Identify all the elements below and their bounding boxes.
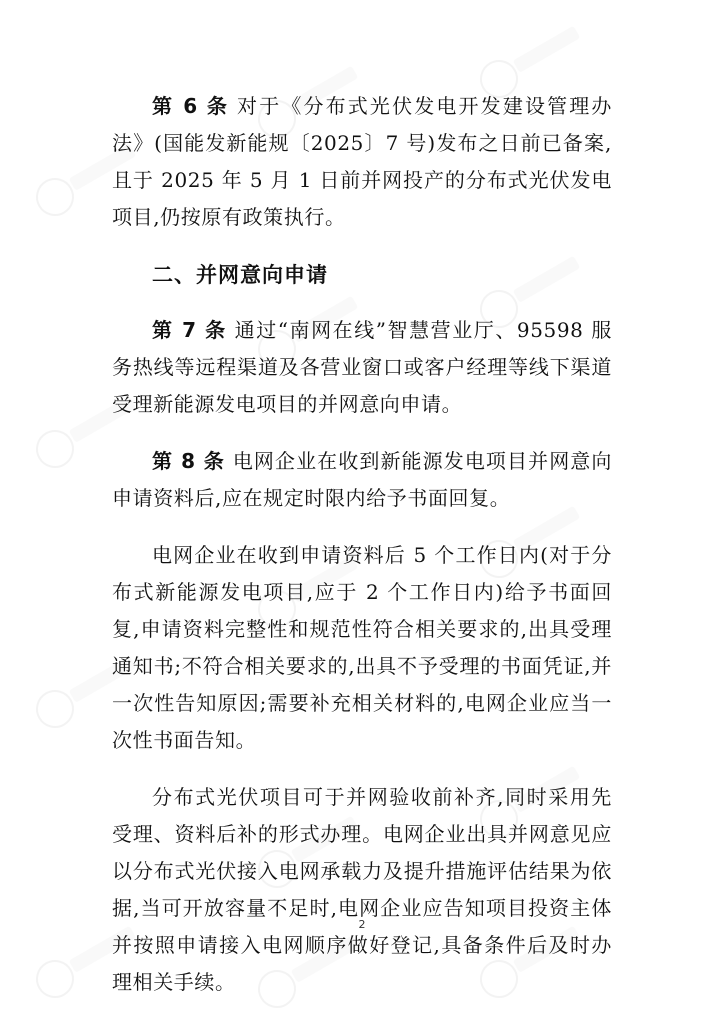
article-8-label: 第 8 条	[152, 449, 225, 473]
article-7-label: 第 7 条	[152, 318, 227, 342]
section-title: 二、并网意向申请	[152, 263, 328, 287]
page-number: 2	[358, 918, 366, 931]
document-body	[112, 88, 612, 1021]
article-7-text: 通过“南网在线”智慧营业厅、95598 服务热线等远程渠道及各营业窗口或客户经理等线下渠道受理新能源发电项目的并网意向申请。	[112, 318, 613, 416]
article-6-paragraph	[112, 88, 612, 236]
article-8-paragraph	[112, 443, 612, 517]
article-6-label: 第 6 条	[152, 94, 230, 118]
watermark-stamp-icon	[29, 423, 81, 475]
reply-paragraph: 电网企业在收到申请资料后 5 个工作日内(对于分布式新能源发电项目,应于 2 个工作日内)给予书面回复,申请资料完整性和规范性符合相关要求的,出具受理通知书;不符合相关要求的,出具不予受理的书面凭证,并一次性告知原因;需要补充相关材料的,电网企业应当一次性书面告知。	[112, 543, 612, 752]
watermark-stamp-icon	[29, 171, 81, 223]
watermark-stamp-icon	[29, 683, 81, 735]
article-7-paragraph	[112, 312, 612, 423]
watermark-stamp-icon	[29, 953, 81, 1005]
article-8-text: 电网企业在收到新能源发电项目并网意向申请资料后,应在规定时限内给予书面回复。	[112, 449, 612, 510]
pv-paragraph: 分布式光伏项目可于并网验收前补齐,同时采用先受理、资料后补的形式办理。电网企业出具并网意见应以分布式光伏接入电网承载力及提升措施评估结果为依据,当可开放容量不足时,电网企业应告知项目投资主体并按照申请接入电网顺序做好登记,具备条件后及时办理相关手续。	[112, 785, 612, 994]
article-6-text: 对于《分布式光伏发电开发建设管理办法》(国能发新能规〔2025〕7 号)发布之日前已备案,且于 2025 年 5 月 1 日前并网投产的分布式光伏发电项目,仍按原有政策执行。	[112, 94, 613, 229]
